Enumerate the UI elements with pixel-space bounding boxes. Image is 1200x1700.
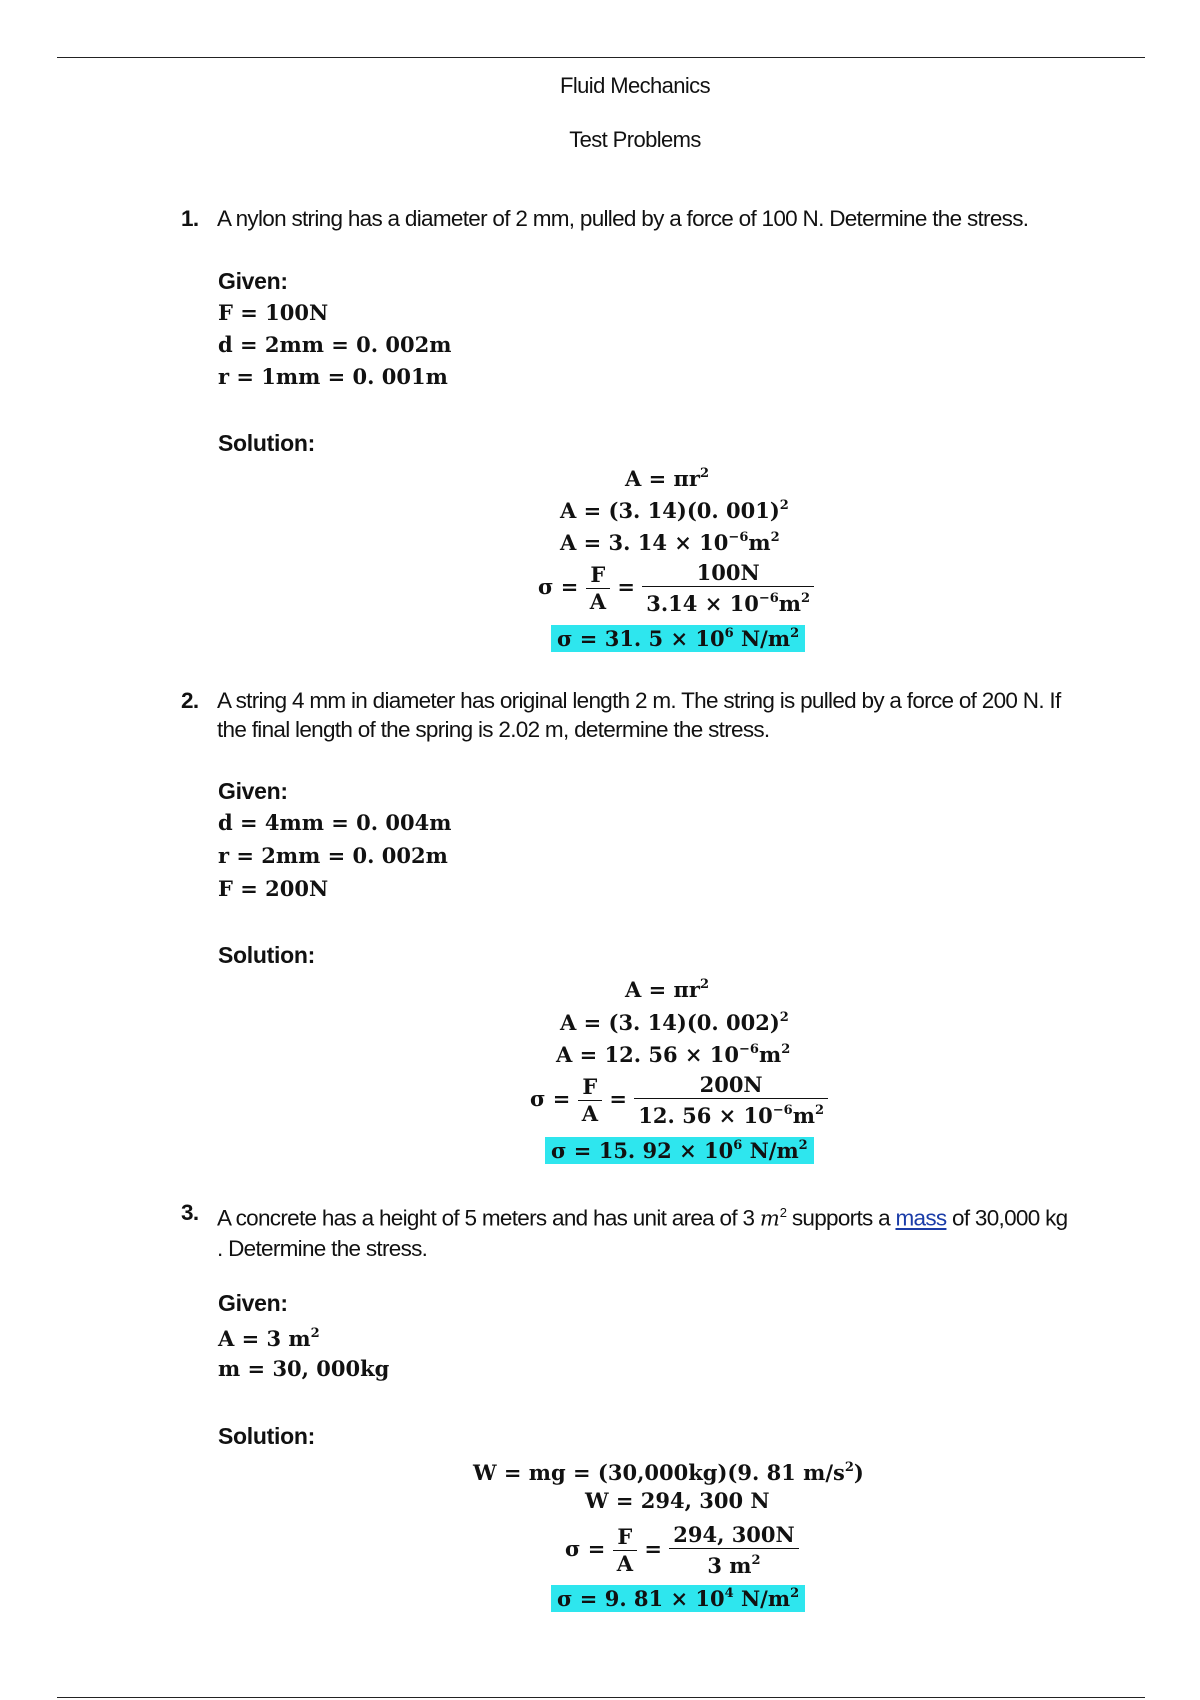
problem-text: A string 4 mm in diameter has original length 2 m. The string is pulled by a force of 200 N. If the final length of the spring is 2.02 m, determine the stress. [217,688,1061,742]
problem-text: A nylon string has a diameter of 2 mm, pulled by a force of 100 N. Determine the stress. [217,206,1029,231]
page-subtitle: Test Problems [569,127,701,152]
given-line: F = 100N [218,300,329,325]
problem-text: A concrete has a height of 5 meters and has unit area of 3 $m^2$ supports a mass of 30,000 kg . Determine the stress. [217,1205,1068,1261]
stress-fraction: σ = $\frac{F}{A}$ = $\frac{294, 300N}{3 m^2}$ [565,1522,799,1579]
problem-number: 3. [181,1200,199,1225]
equation-line: $A = \pi r^2$ [625,466,709,491]
equation-line: A = 3. $14 \times 10^{-6}m^2$ [560,530,780,555]
given-line: r = 2mm = 0. 002m [218,843,448,868]
given-label: Given: [218,268,288,294]
problem-number: 2. [181,688,199,713]
given-line: F = 200N [218,876,329,901]
solution-label: Solution: [218,430,315,456]
given-line: d = 4mm = 0. 004m [218,810,452,835]
given-label: Given: [218,1290,288,1316]
equation-line: W = mg = (30,000kg)(9. 81 $m/s^2$) [473,1460,864,1485]
given-line: A = 3 $m^2$ [218,1326,320,1351]
equation-line: A = 12. $56 \times 10^{-6}m^2$ [556,1042,791,1067]
given-line: d = 2mm = 0. 002m [218,332,452,357]
given-label: Given: [218,778,288,804]
solution-label: Solution: [218,1423,315,1449]
equation-line: W = 294, 300 N [585,1488,770,1513]
problem-number: 1. [181,206,199,231]
mass-link[interactable]: mass [895,1205,947,1231]
bottom-rule [57,1697,1145,1698]
given-line: m = 30, 000kg [218,1356,390,1381]
page-title: Fluid Mechanics [560,73,710,98]
top-rule [57,57,1145,58]
equation-line: A = (3. 14)(0. 002)$^2$ [560,1010,789,1035]
stress-fraction: σ = $\frac{F}{A}$ = $\frac{100N}{3.14 \times 10^{-6}m^2}$ [538,560,814,617]
result-highlight: σ = 9. $81 \times 10^4$ $N/m^2$ [551,1582,805,1612]
result-highlight: σ = 31. $5 \times 10^6$ $N/m^2$ [551,622,805,652]
given-line: r = 1mm = 0. 001m [218,364,448,389]
solution-label: Solution: [218,942,315,968]
equation-line: A = (3. 14)(0. 001)$^2$ [560,498,789,523]
stress-fraction: σ = $\frac{F}{A}$ = $\frac{200N}{12. 56 \times 10^{-6}m^2}$ [530,1072,828,1129]
equation-line: $A = \pi r^2$ [625,977,709,1002]
result-highlight: σ = 15. $92 \times 10^6$ $N/m^2$ [545,1134,814,1164]
